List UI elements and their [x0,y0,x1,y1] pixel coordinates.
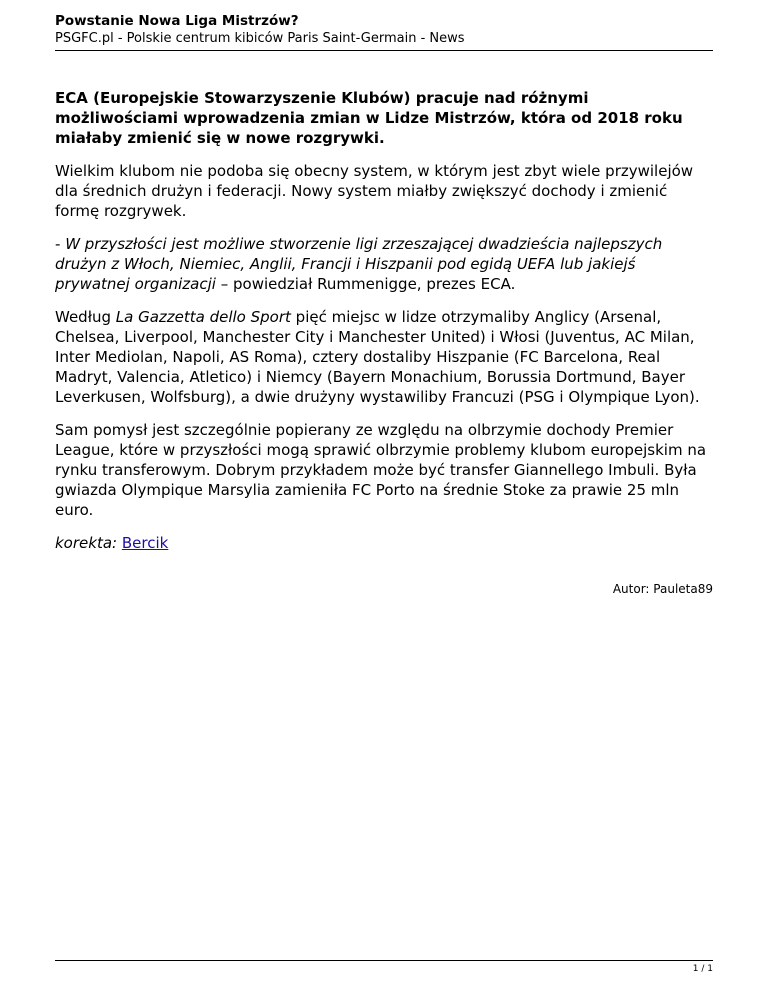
rummenigge-quote: W przyszłości jest możliwe stworzenie ligi zrzeszającej dwadzieścia najlepszych drużyn z Włoch, Niemiec, Anglii, Francji i Hiszpanii pod egidą UEFA lub jakiejś prywatnej organizacji [55,235,663,293]
quote-dash: - [55,235,66,253]
quote-attribution: – powiedział Rummenigge, prezes ECA. [215,275,516,293]
document-subtitle: PSGFC.pl - Polskie centrum kibiców Paris Saint-Germain - News [55,31,465,46]
article-paragraph-2 [55,234,715,294]
page-footer [55,960,713,974]
document-title: Powstanie Nowa Liga Mistrzów? [55,13,299,29]
paragraph-3-start: Według [55,308,116,326]
article-paragraph-1: Wielkim klubom nie podoba się obecny system, w którym jest zbyt wiele przywilejów dla średnich drużyn i federacji. Nowy system miałby zwiększyć dochody i zmienić formę rozgrywek. [55,162,694,220]
correction-author-link[interactable]: Bercik [121,534,169,552]
correction-line [55,533,715,553]
article-author: Autor: Pauleta89 [612,582,713,596]
page-number: 1 / 1 [692,964,713,974]
correction-label: korekta: [55,534,118,552]
article-paragraph-3 [55,307,715,407]
article-paragraph-4: Sam pomysł jest szczególnie popierany ze względu na olbrzymie dochody Premier League, które w przyszłości mogą sprawić olbrzymie problemy klubom europejskim na rynku transferowym. Dobrym przykładem może być transfer Giannellego Imbuli. Była gwiazda Olympique Marsylia zamieniła FC Porto na średnie Stoke za prawie 25 mln euro. [55,421,707,519]
paragraph-3-rest: pięć miejsc w lidze otrzymaliby Anglicy (Arsenal, Chelsea, Liverpool, Manchester City i Manchester United) i Włosi (Juventus, AC Milan, Inter Mediolan, Napoli, AS Roma), cztery dostaliby Hiszpanie (FC Barcelona, Real Madryt, Valencia, Atletico) i Niemcy (Bayern Monachium, Borussia Dortmund, Bayer Leverkusen, Wolfsburg), a dwie drużyny wystawiliby Francuzi (PSG i Olympique Lyon). [55,308,700,406]
article-body [55,88,715,566]
document-header [55,12,713,51]
article-lead: ECA (Europejskie Stowarzyszenie Klubów) pracuje nad różnymi możliwościami wprowadzenia zmian w Lidze Mistrzów, która od 2018 roku miałaby zmienić się w nowe rozgrywki. [55,89,683,147]
source-name: La Gazzetta dello Sport [115,308,291,326]
